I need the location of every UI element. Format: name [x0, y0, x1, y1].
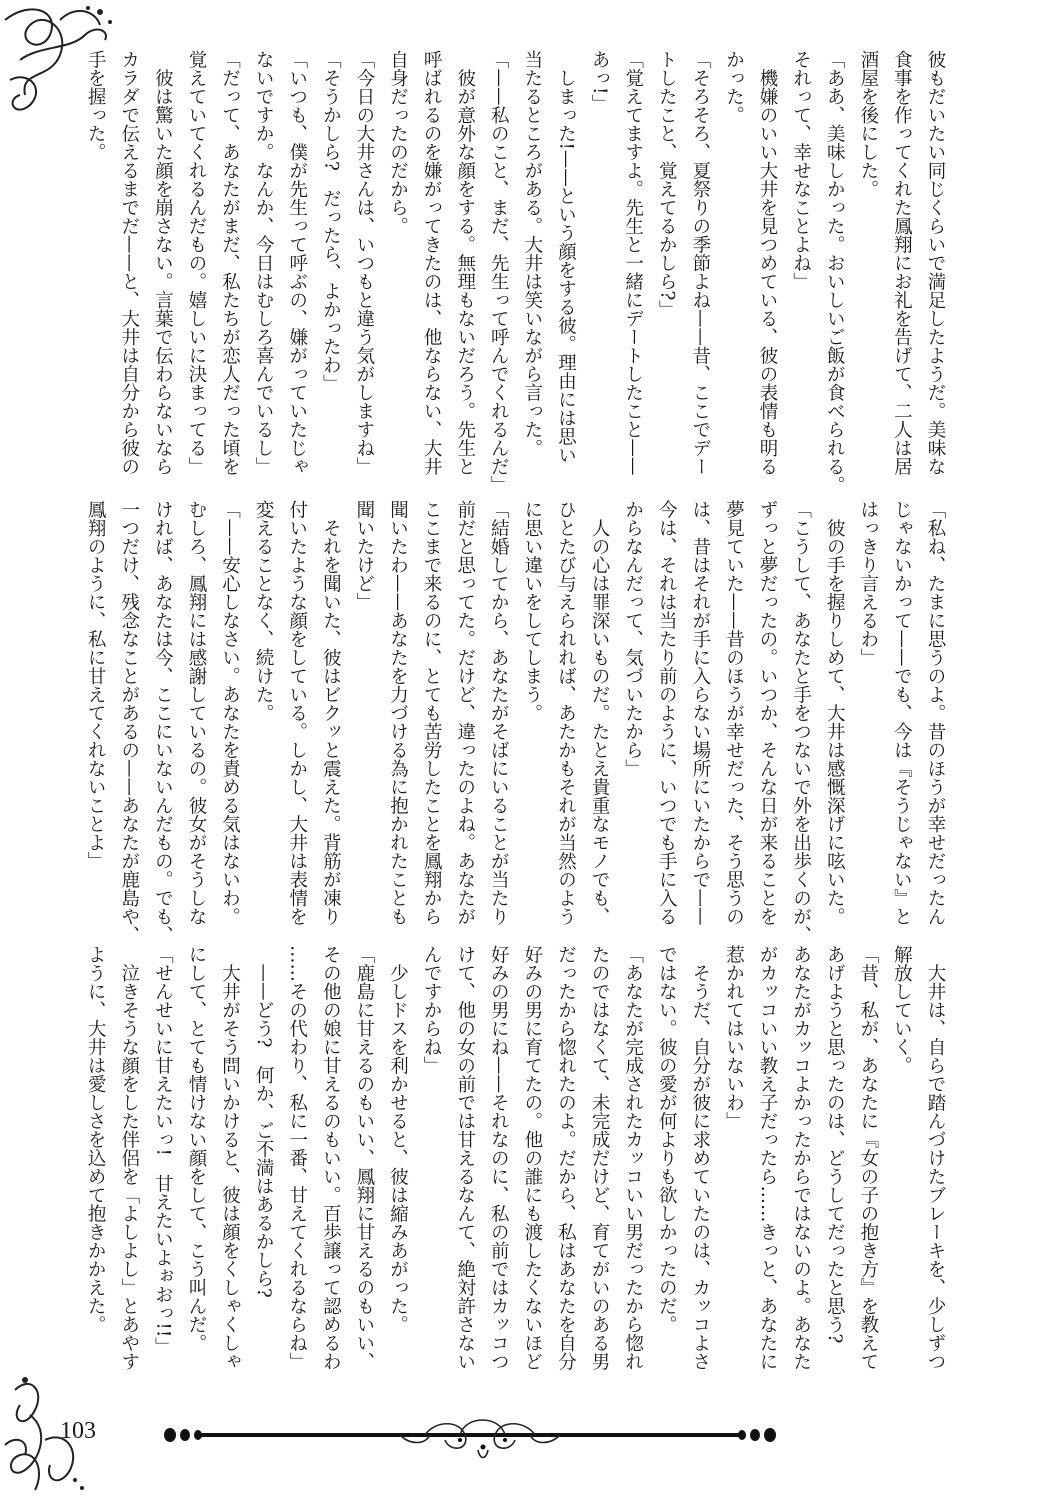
text-line: 「せんせいに甘えたいっ! 甘えたいよぉおっ!!」 [152, 945, 174, 1356]
text-block-middle [74, 500, 952, 944]
text-line: じゃないかって——でも、今は『そうじゃない』と [891, 500, 913, 926]
text-line: 付いたような顔をしている。しかし、大井は表情を [286, 500, 308, 926]
text-line: 「昔、私が、あなたに『女の子の抱き方』を教えて [857, 945, 879, 1371]
text-line: 自身だったのだから。 [387, 50, 409, 235]
text-line: かった。 [723, 50, 745, 124]
text-line: 「鹿島に甘えるのもいい、鳳翔に甘えるのもいい、 [353, 945, 375, 1371]
text-line: 彼もだいたい同じくらいで満足したようだ。美味な [925, 50, 946, 476]
text-line: 「だって、あなたがまだ、私たちが恋人だった頃を [219, 50, 241, 476]
text-line: 機嫌のいい大井を見つめている、彼の表情も明る [757, 50, 779, 476]
text-line: ではない。彼の愛が何よりも欲しかったのだ。 [656, 945, 678, 1334]
text-line: 「こうして、あなたと手をつないで外を出歩くのが、 [790, 500, 812, 944]
text-line: トしたこと、覚えてるかしら?」 [656, 50, 678, 319]
bottom-divider-ornament [160, 1415, 780, 1465]
text-line: 「そろそろ、夏祭りの季節よね——昔、ここでデー [689, 50, 711, 476]
text-line: あげようと思ったのは、どうしてだったと思う? [824, 945, 846, 1344]
text-line: 大井がそう問いかけると、彼は顔をくしゃくしゃ [219, 945, 241, 1371]
text-line: からなんだって、気づいたから」 [622, 500, 644, 778]
text-line: 泣きそうな顔をした伴侶を「よしよし」とあやす [118, 945, 140, 1371]
text-line: それを聞いた、彼はビクッと震えた。背筋が凍り [320, 500, 342, 926]
text-line: 呼ばれるのを嫌がってきたのは、他ならない、大井 [421, 50, 443, 476]
text-line: ここまで来るのに、とても苦労したことを鳳翔から [421, 500, 443, 926]
text-line: ずっと夢だったの。いつか、そんな日が来ることを [757, 500, 779, 926]
text-block-bottom [74, 945, 952, 1389]
text-line: あなたがカッコよかったからではないのよ。あなた [790, 945, 812, 1371]
text-line: 聞いたわ——あなたを力づける為に抱かれたことも [387, 500, 409, 926]
text-line: 当たるところがある。大井は笑いながら言った。 [521, 50, 543, 457]
text-line: 酒屋を後にした。 [857, 50, 879, 198]
text-line: 彼は驚いた顔を崩さない。言葉で伝わらないなら [152, 50, 174, 476]
text-line: だったから惚れたのよ。だから、私はあなたを自分 [555, 945, 577, 1371]
text-line: 好みの男にね——それなのに、私の前ではカッコつ [488, 945, 510, 1371]
text-line: その他の娘に甘えるのもいい。百歩譲って認めるわ [320, 945, 342, 1371]
text-line: 「今日の大井さんは、いつもと違う気がしますね」 [353, 50, 375, 476]
text-line: 変えることなく、続けた。 [253, 500, 275, 722]
text-line: むしろ、鳳翔には感謝しているの。彼女がそうしな [185, 500, 207, 926]
text-line: にして、とても情けない顔をして、こう叫んだ。 [185, 945, 207, 1352]
text-line: あっ!」 [589, 50, 611, 113]
text-line: 「——安心しなさい。あなたを責める気はないわ。 [219, 500, 241, 926]
text-line: 「結婚してから、あなたがそばにいることが当たり [488, 500, 510, 926]
text-line: に思い違いをしてしまう。 [521, 500, 543, 722]
page-number: 103 [60, 1418, 96, 1444]
text-line: それって、幸せなことよね」 [790, 50, 812, 291]
text-line: 覚えていてくれるんだもの。嬉しいに決まってる」 [185, 50, 207, 476]
text-line: ……その代わり、私に一番、甘えてくれるならね」 [286, 945, 308, 1371]
text-line: カラダで伝えるまでだ——と、大井は自分から彼の [118, 50, 140, 476]
text-line: 食事を作ってくれた鳳翔にお礼を告げて、二人は居 [891, 50, 913, 476]
text-line: 彼の手を握りしめて、大井は感慨深げに呟いた。 [824, 500, 846, 926]
text-line: はっきり言えるわ」 [857, 500, 879, 667]
text-line: がカッコいい教え子だったら……きっと、あなたに [757, 945, 779, 1371]
text-line: けて、他の女の前では甘えるなんて、絶対許さない [454, 945, 476, 1371]
text-line: ひとたび与えられれば、あたかもそれが当然のよう [555, 500, 577, 926]
text-line: そうだ、自分が彼に求めていたのは、カッコよさ [689, 945, 711, 1371]
text-line: たのではなくて、未完成だけど、育てがいのある男 [589, 945, 611, 1371]
text-line: 「あなたが完成されたカッコいい男だったから惚れ [622, 945, 644, 1371]
text-line: 「そうかしら? だったら、よかったわ」 [320, 50, 342, 393]
text-line: 好みの男に育てたの。他の誰にも渡したくないほど [521, 945, 543, 1371]
text-line: 今は、それは当たり前のように、いつでも手に入る [656, 500, 678, 926]
text-line: 前だと思ってた。だけど、違ったのよね。あなたが [454, 500, 476, 926]
text-line: 人の心は罪深いものだ。たとえ貴重なモノでも、 [589, 500, 611, 926]
text-line: ないですか。なんか、今日はむしろ喜んでいるし」 [253, 50, 275, 476]
text-line: 鳳翔のように、私に甘えてくれないことよ」 [85, 500, 107, 870]
text-line: 手を握った。 [85, 50, 107, 161]
text-line: 解放していく。 [891, 945, 913, 1075]
text-line: んですからね」 [421, 945, 443, 1075]
text-line: 「いつも、僕が先生って呼ぶの、嫌がっていたじゃ [286, 50, 308, 476]
text-line: ——どう? 何か、ご不満はあるかしら? [253, 945, 275, 1298]
text-line: しまった!——という顔をする彼。理由には思い [555, 50, 577, 465]
text-line: 「——私のこと、まだ、先生って呼んでくれるんだ」 [488, 50, 510, 494]
text-line: ように、大井は愛しさを込めて抱きかかえた。 [85, 945, 107, 1334]
text-line: 「覚えてますよ。先生と一緒にデートしたこと—— [622, 50, 644, 476]
text-line: 彼が意外な顔をする。無理もないだろう。先生と [454, 50, 476, 476]
text-line: 「私ね、たまに思うのよ。昔のほうが幸せだったん [925, 500, 946, 926]
text-line: 「ああ、美味しかった。おいしいご飯が食べられる。 [824, 50, 846, 494]
text-line: 大井は、自らで踏んづけたブレーキを、少しずつ [925, 945, 946, 1371]
text-line: 一つだけ、残念なことがあるの——あなたが鹿島や、 [118, 500, 140, 944]
text-line: 夢見ていた——昔のほうが幸せだった、そう思うの [723, 500, 745, 926]
text-line: 惹かれてはいないわ」 [723, 945, 745, 1130]
text-line: 聞いたけど」 [353, 500, 375, 611]
text-line: は、昔はそれが手に入らない場所にいたからで—— [689, 500, 711, 926]
text-block-top [74, 50, 952, 494]
text-line: ければ、あなたは今、ここにいないんだもの。でも、 [152, 500, 174, 944]
text-line: 少しドスを利かせると、彼は縮みあがった。 [387, 945, 409, 1334]
